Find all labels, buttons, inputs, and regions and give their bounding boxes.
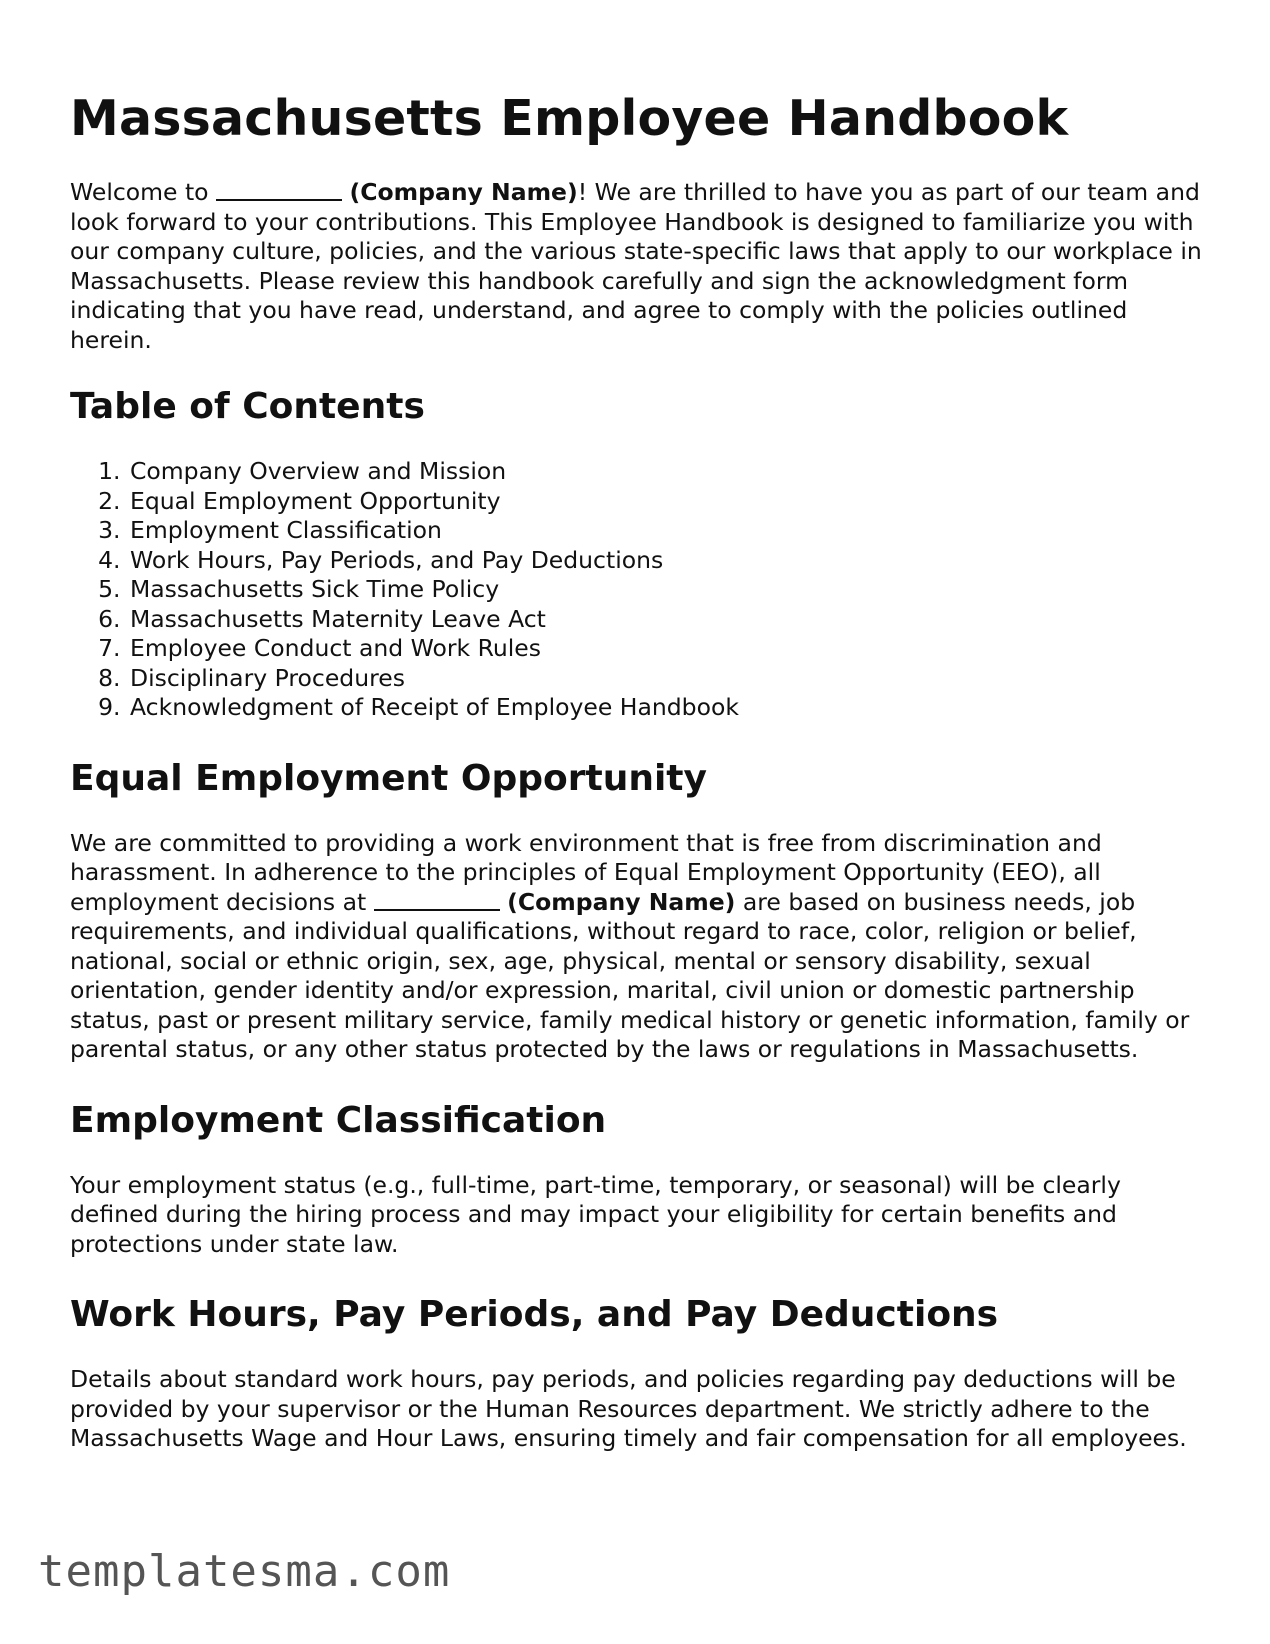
intro-text-end: ! We are thrilled to have you as part of our team and look forward to your contributions. This Employee Handbook is designed to familiarize you with our company culture, policies, and the various state-specific laws that apply to our workplace in Massachusetts. Please review this handbook carefully and sign the acknowledgment form indicating that you have read, understand, and agree to comply with the policies outlined herein.	[70, 178, 1202, 354]
document-page	[70, 78, 1210, 1488]
company-name-blank	[374, 908, 500, 911]
work-hours-paragraph: Details about standard work hours, pay periods, and policies regarding pay deductions will be provided by your supervisor or the Human Resources department. We strictly adhere to the Massachusetts Wage and Hour Laws, ensuring timely and fair compensation for all employees.	[70, 1365, 1187, 1452]
toc-item: 6. Massachusetts Maternity Leave Act	[128, 605, 1210, 635]
toc-item: 3. Employment Classification	[128, 516, 1210, 546]
intro-text-start: Welcome to	[70, 178, 217, 206]
company-name-blank	[216, 198, 342, 201]
eeo-paragraph	[70, 829, 1210, 1065]
toc-item: 2. Equal Employment Opportunity	[128, 487, 1210, 517]
toc-item: 8. Disciplinary Procedures	[128, 664, 1210, 694]
toc-item: 5. Massachusetts Sick Time Policy	[128, 575, 1210, 605]
intro-paragraph	[70, 178, 1210, 355]
toc-item: 4. Work Hours, Pay Periods, and Pay Deductions	[128, 546, 1210, 576]
toc-item: 9. Acknowledgment of Receipt of Employee Handbook	[128, 693, 1210, 723]
watermark-text: templatesma.com	[38, 1546, 451, 1597]
eeo-text-end: are based on business needs, job requirements, and individual qualifications, without regard to race, color, religion or belief, national, social or ethnic origin, sex, age, physical, mental or sensory disability, sexual orientation, gender identity and/or expression, marital, civil union or domestic partnership status, past or present military service, family medical history or genetic information, family or parental status, or any other status protected by the laws or regulations in Massachusetts.	[70, 887, 1190, 1063]
eeo-heading: Equal Employment Opportunity	[70, 757, 707, 799]
company-name-label: (Company Name)	[507, 887, 736, 916]
work-hours-heading: Work Hours, Pay Periods, and Pay Deductions	[70, 1294, 999, 1335]
toc-heading: Table of Contents	[70, 386, 425, 427]
toc-item: 7. Employee Conduct and Work Rules	[128, 634, 1210, 664]
classification-heading: Employment Classification	[70, 1099, 607, 1141]
toc-item: 1. Company Overview and Mission	[128, 457, 1210, 487]
page-title: Massachusetts Employee Handbook	[70, 90, 1069, 147]
company-name-label: (Company Name)	[349, 178, 578, 206]
toc-list	[70, 457, 1210, 723]
eeo-text-start: We are committed to providing a work environment that is free from discrimination and harassment. In adherence to the principles of Equal Employment Opportunity (EEO), all employment decisions at	[70, 828, 1102, 916]
classification-paragraph: Your employment status (e.g., full-time, part-time, temporary, or seasonal) will be clearly defined during the hiring process and may impact your eligibility for certain benefits and protections under state law.	[70, 1170, 1121, 1258]
